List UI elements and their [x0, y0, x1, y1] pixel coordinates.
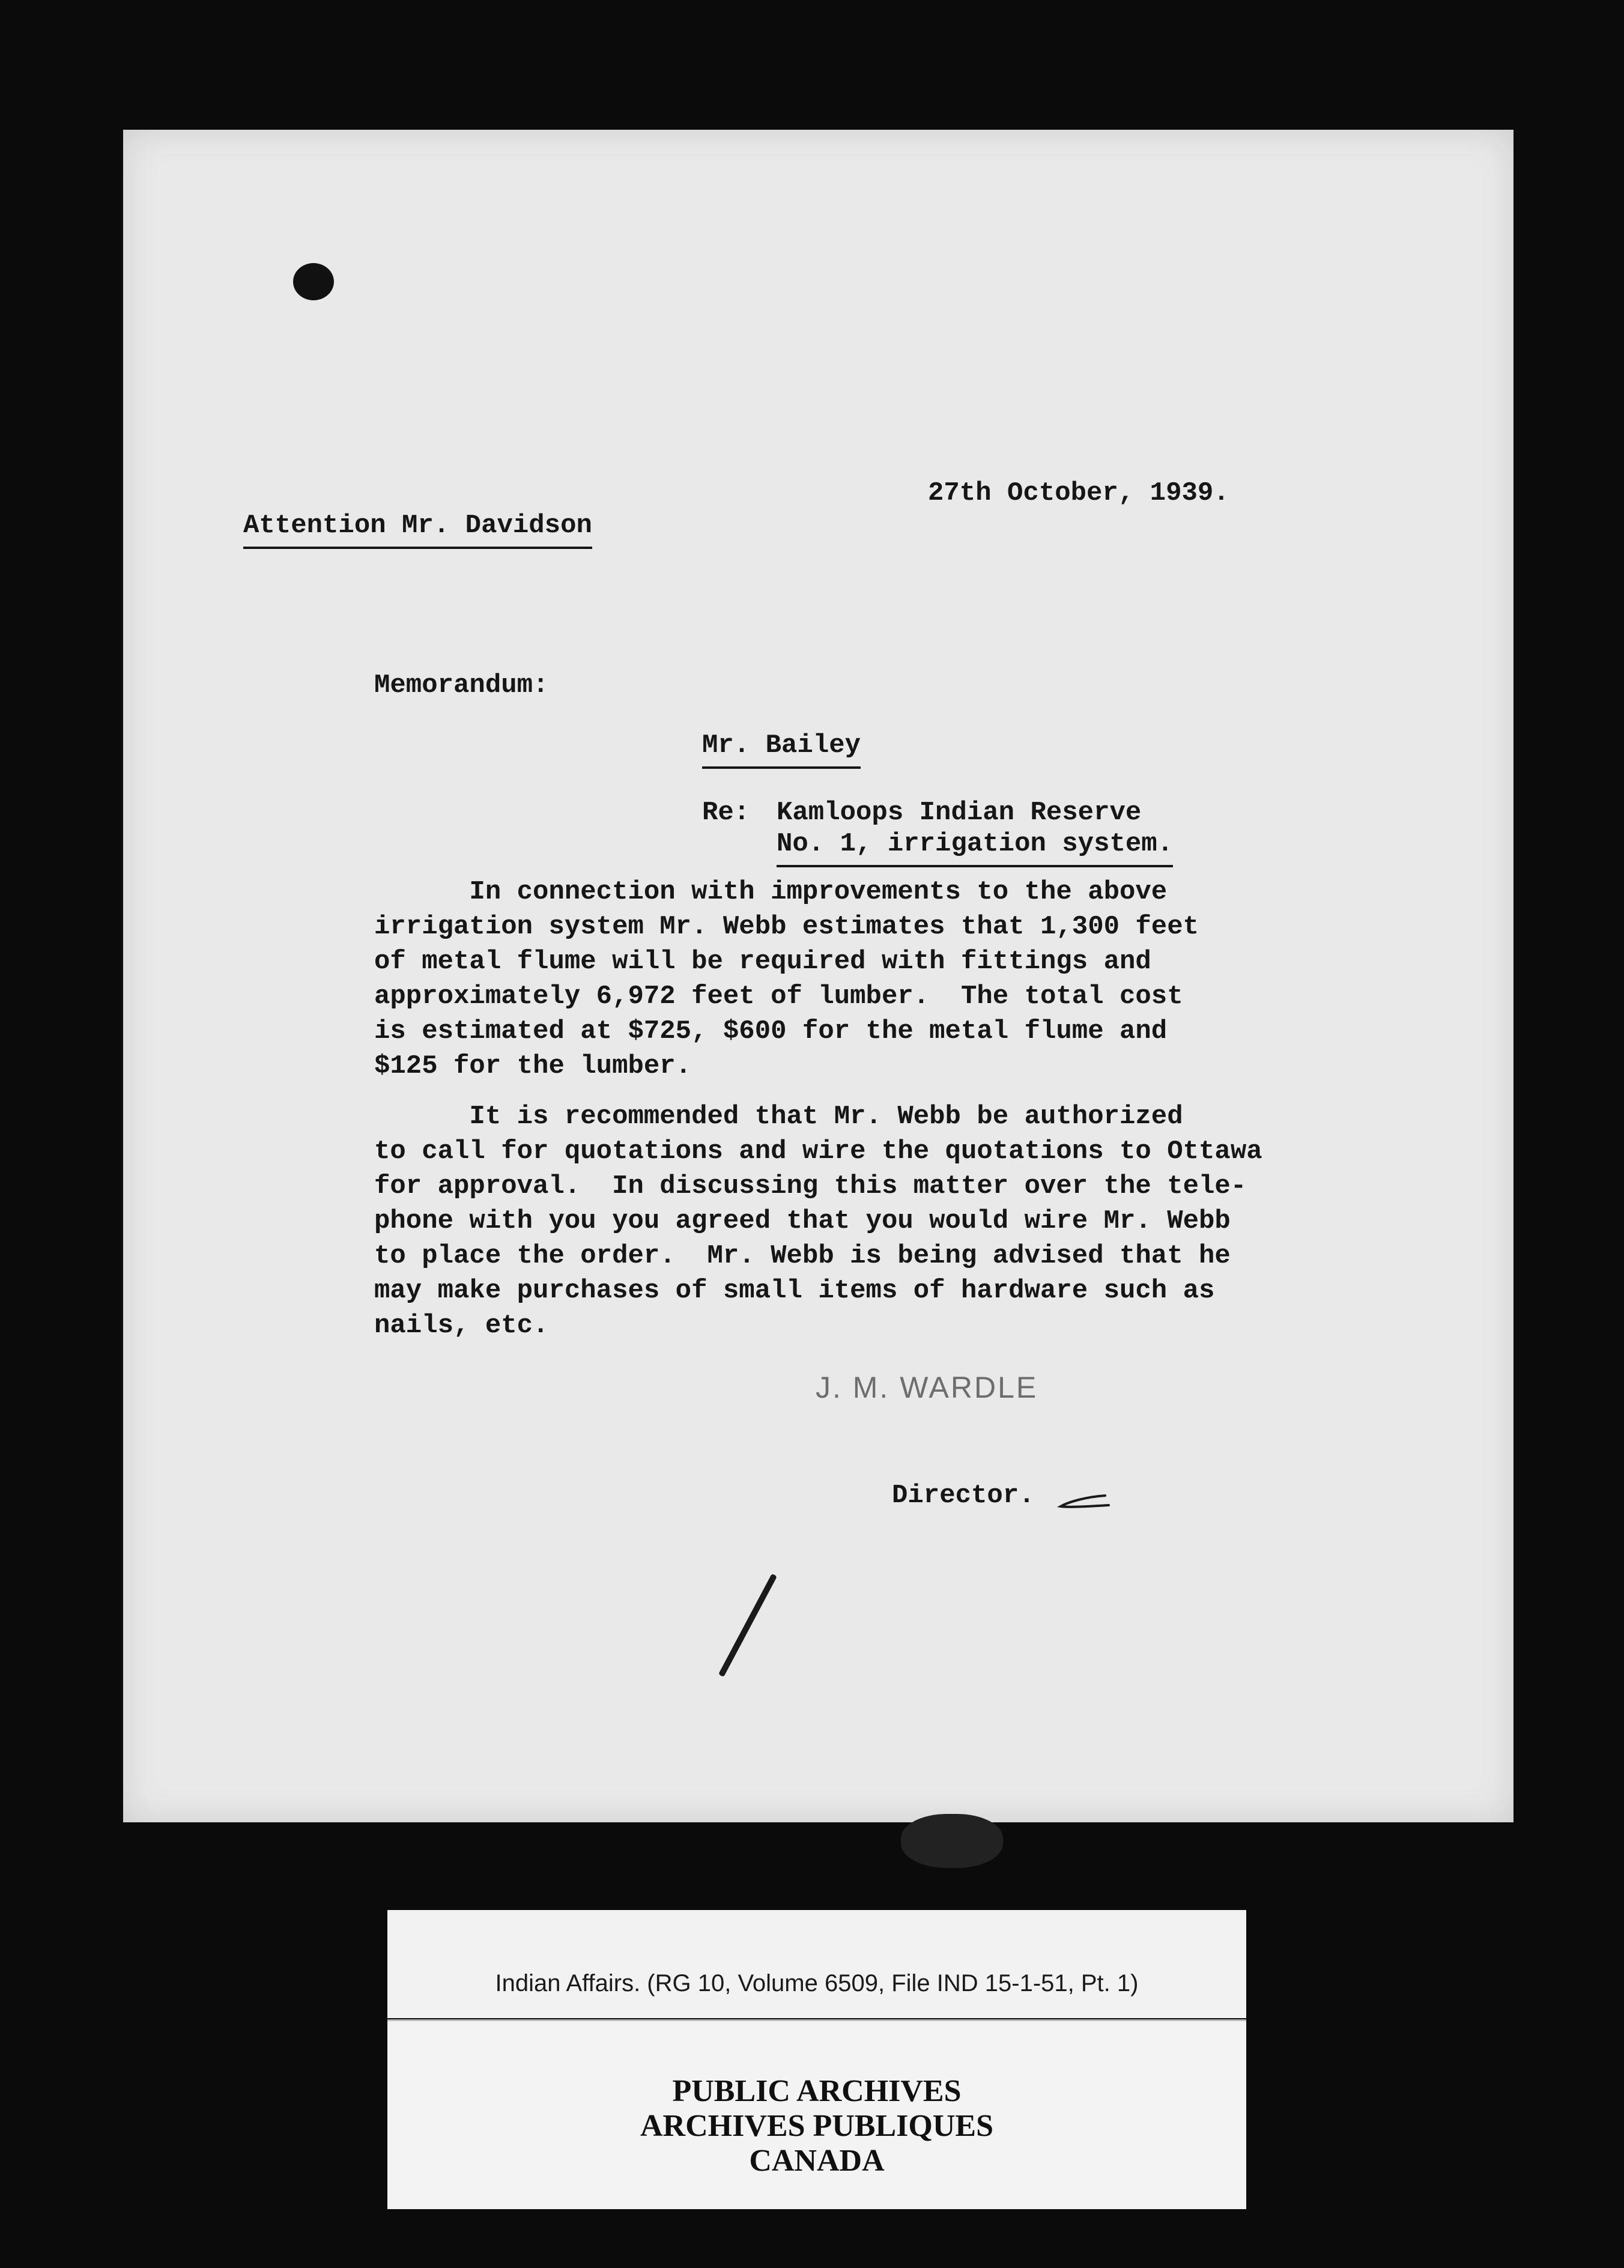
archive-line-1: PUBLIC ARCHIVES	[672, 2074, 962, 2108]
re-line-1: Kamloops Indian Reserve	[777, 798, 1142, 828]
memo-line: $125 for the lumber.	[374, 1051, 692, 1081]
memo-line: to place the order. Mr. Webb is being advised that he	[374, 1241, 1231, 1271]
memo-line: approximately 6,972 feet of lumber. The total cost	[374, 981, 1183, 1011]
archive-line-2: ARCHIVES PUBLIQUES	[640, 2109, 994, 2143]
memo-line: is estimated at $725, $600 for the metal flume and	[374, 1016, 1168, 1046]
memo-line: It is recommended that Mr. Webb be authorized	[374, 1102, 1183, 1132]
memo-line: to call for quotations and wire the quotations to Ottawa	[374, 1136, 1262, 1166]
memo-line: nails, etc.	[374, 1311, 549, 1341]
signature-title: Director.	[892, 1481, 1035, 1511]
attention-line: Attention Mr. Davidson	[243, 508, 592, 549]
memo-date: 27th October, 1939.	[928, 478, 1229, 508]
memo-line: may make purchases of small items of hardware such as	[374, 1276, 1215, 1306]
memo-line: of metal flume will be required with fittings and	[374, 947, 1151, 977]
archive-reference: Indian Affairs. (RG 10, Volume 6509, File IND 15-1-51, Pt. 1)	[495, 1970, 1139, 1997]
check-mark-icon	[1057, 1488, 1111, 1516]
re-line-2: No. 1, irrigation system.	[777, 826, 1173, 867]
paragraph-2	[374, 1099, 1262, 1343]
memo-line: for approval. In discussing this matter over the tele-	[374, 1171, 1247, 1201]
memo-line: In connection with improvements to the above	[374, 877, 1168, 907]
pen-mark	[718, 1574, 777, 1677]
archives-stamp-label	[387, 2019, 1246, 2209]
reference-label	[387, 1910, 1246, 2018]
punch-hole	[293, 263, 334, 300]
memo-line: phone with you you agreed that you would wire Mr. Webb	[374, 1206, 1231, 1236]
memo-page	[123, 130, 1513, 1822]
memo-line: irrigation system Mr. Webb estimates that 1,300 feet	[374, 912, 1199, 942]
paragraph-1	[374, 875, 1199, 1084]
archive-line-3: CANADA	[749, 2144, 885, 2178]
ink-stain	[901, 1814, 1003, 1868]
name-stamp: J. M. WARDLE	[816, 1371, 1038, 1404]
memo-recipient: Mr. Bailey	[702, 728, 861, 769]
memo-heading: Memorandum:	[374, 670, 549, 700]
re-label: Re:	[702, 798, 750, 828]
